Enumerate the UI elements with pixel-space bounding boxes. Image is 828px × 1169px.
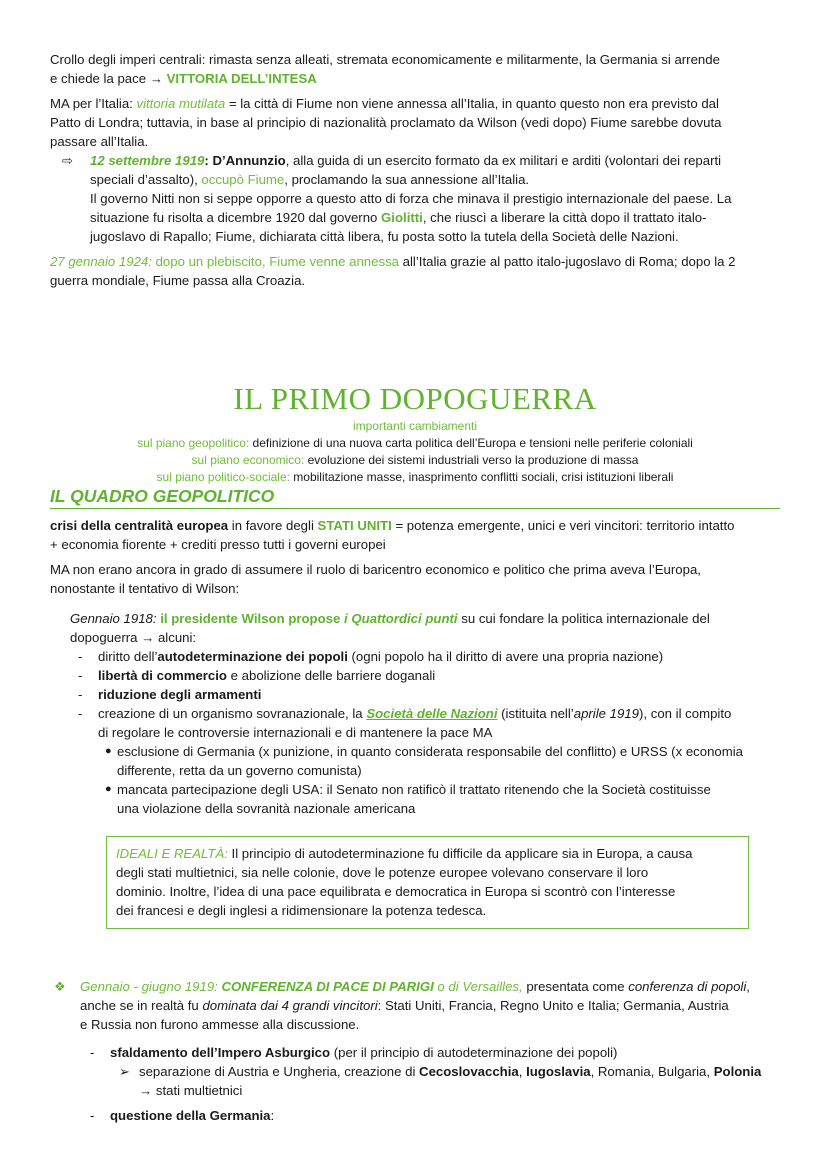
- bullet-marker: ●: [105, 745, 112, 757]
- text: una violazione della sovranità nazionale americana: [117, 801, 416, 816]
- diamond-icon: ❖: [54, 979, 66, 994]
- dash-marker: -: [78, 668, 83, 683]
- bold-term: Polonia: [713, 1064, 762, 1079]
- text: diritto dell’: [98, 649, 158, 664]
- bold-term: autodeterminazione dei popoli: [157, 649, 348, 664]
- highlight: il presidente Wilson propose: [160, 611, 345, 626]
- list-item: [50, 647, 780, 666]
- list-item: [50, 685, 780, 704]
- list-subitem: [50, 1062, 780, 1100]
- subtitle-line: [50, 469, 780, 486]
- text: = la città di Fiume non viene annessa all’Italia, in quanto questo non era previsto dal: [225, 96, 719, 111]
- subtitle-line: [50, 452, 780, 469]
- highlight: i Quattordici punti: [344, 611, 458, 626]
- paragraph-vittoria-mutilata: [50, 94, 780, 151]
- text: all’Italia grazie al patto italo-jugoslavo di Roma; dopo la 2: [399, 254, 736, 269]
- list-item: [50, 1043, 780, 1062]
- date: Gennaio 1918:: [70, 611, 161, 626]
- page-title: IL PRIMO DOPOGUERRA: [233, 381, 597, 416]
- section-heading: IL QUADRO GEOPOLITICO: [50, 486, 780, 509]
- text: ,: [746, 979, 750, 994]
- bold-term: Iugoslavia: [526, 1064, 591, 1079]
- text: mobilitazione masse, inasprimento conflitti sociali, crisi istituzioni liberali: [289, 470, 674, 484]
- text: su cui fondare la politica internazionale del: [457, 611, 710, 626]
- text: dominio. Inoltre, l’idea di una pace equilibrata e democratica in Europa si scontrò con l’interesse: [116, 884, 676, 899]
- text: e abolizione delle barriere doganali: [226, 668, 436, 683]
- text: differente, retta da un governo comunista): [117, 763, 362, 778]
- text: MA per l’Italia:: [50, 96, 137, 111]
- text: , proclamando la sua annessione all’Italia.: [284, 172, 530, 187]
- highlight: STATI UNITI: [317, 518, 392, 533]
- paragraph-parigi: [50, 977, 780, 1034]
- bullet-marker: ●: [105, 783, 112, 795]
- highlight-name: CONFERENZA DI PACE DI PARIGI: [221, 979, 434, 994]
- dash-marker: -: [78, 687, 83, 702]
- highlight-vittoria: VITTORIA DELL’INTESA: [166, 71, 317, 86]
- text: e chiede la pace →: [50, 71, 167, 86]
- text: in favore degli: [228, 518, 318, 533]
- label: sul piano geopolitico:: [137, 436, 250, 450]
- bold-term: Cecoslovacchia: [419, 1064, 519, 1079]
- text: presentata come: [522, 979, 629, 994]
- list-item: [50, 704, 780, 742]
- text: = potenza emergente, unici e veri vincitori: territorio intatto: [391, 518, 735, 533]
- dash-marker: -: [90, 1108, 95, 1123]
- paragraph-ma: [50, 560, 780, 598]
- text: + economia fiorente + crediti presso tutti i governi europei: [50, 537, 386, 552]
- text: evoluzione dei sistemi industriali verso la produzione di massa: [304, 453, 639, 467]
- text: (ogni popolo ha il diritto di avere una propria nazione): [347, 649, 664, 664]
- date: aprile 1919: [573, 706, 639, 721]
- text: Patto di Londra; tuttavia, in base al principio di nazionalità proclamato da Wilson (vedi dopo) Fiume sarebbe dovuta: [50, 115, 722, 130]
- text: jugoslavo di Rapallo; Fiume, dichiarata città libera, fu posta sotto la tutela della Società delle Nazioni.: [90, 229, 679, 244]
- text: (per il principio di autodeterminazione dei popoli): [330, 1045, 618, 1060]
- text: :: [204, 153, 213, 168]
- text: dopoguerra → alcuni:: [70, 630, 197, 645]
- text: nonostante il tentativo di Wilson:: [50, 581, 240, 596]
- text: anche se in realtà fu: [80, 998, 203, 1013]
- highlight-name: Giolitti: [381, 210, 423, 225]
- text: dei francesi e degli inglesi a ridimensionare la potenza tedesca.: [116, 903, 487, 918]
- text: → stati multietnici: [139, 1083, 243, 1098]
- paragraph-annessione: [50, 252, 780, 290]
- document-page: [50, 50, 780, 1125]
- text: ), con il compito: [639, 706, 732, 721]
- ideali-realta-box: [106, 836, 749, 929]
- list-item: [50, 666, 780, 685]
- text: Crollo degli imperi centrali: rimasta senza alleati, stremata economicamente e militarmente, la Germania si arrende: [50, 52, 720, 67]
- highlight-link: Società delle Nazioni: [366, 706, 498, 721]
- box-heading: IDEALI E REALTÀ:: [116, 846, 228, 861]
- bold-term: questione della Germania: [110, 1108, 271, 1123]
- text: , alla guida di un esercito formato da ex militari e arditi (volontari dei reparti: [285, 153, 722, 168]
- text: di regolare le controversie internazionali e di mantenere la pace MA: [98, 725, 493, 740]
- subtitle-heading: importanti cambiamenti: [352, 419, 478, 433]
- paragraph-crollo: [50, 50, 780, 88]
- box-text: [116, 844, 734, 920]
- label: sul piano politico-sociale:: [156, 470, 290, 484]
- dash-marker: -: [90, 1045, 95, 1060]
- label: sul piano economico:: [191, 453, 305, 467]
- paragraph-wilson: [50, 609, 780, 647]
- arrow-icon: ➢: [119, 1064, 131, 1079]
- date: Gennaio - giugno 1919:: [80, 979, 222, 994]
- subtitle-block: [50, 418, 780, 486]
- name: D’Annunzio: [212, 153, 286, 168]
- dash-marker: -: [78, 649, 83, 664]
- highlight: dopo un plebiscito, Fiume venne annessa: [151, 254, 399, 269]
- text: e Russia non furono ammesse alla discussione.: [80, 1017, 360, 1032]
- text: esclusione di Germania (x punizione, in quanto considerata responsabile del conflitto) e URSS (x economia: [117, 744, 744, 759]
- bold-term: crisi della centralità europea: [50, 518, 229, 533]
- text: Il principio di autodeterminazione fu difficile da applicare sia in Europa, a causa: [227, 846, 693, 861]
- dash-marker: -: [78, 706, 83, 721]
- text: Il governo Nitti non si seppe opporre a questo atto di forza che minava il prestigio internazionale del paese. La: [90, 191, 732, 206]
- date: 12 settembre 1919: [90, 153, 205, 168]
- bold-term: riduzione degli armamenti: [98, 687, 262, 702]
- text: separazione di Austria e Ungheria, creazione di: [139, 1064, 420, 1079]
- text: MA non erano ancora in grado di assumere il ruolo di baricentro economico e politico che prima aveva l’Europa,: [50, 562, 701, 577]
- italic-term: conferenza di popoli: [628, 979, 747, 994]
- list-item: [50, 742, 780, 780]
- text: :: [270, 1108, 275, 1123]
- paragraph-dannunzio: [50, 151, 780, 246]
- text: (istituita nell’: [497, 706, 574, 721]
- highlight-term: vittoria mutilata: [136, 96, 226, 111]
- list-item: [50, 1106, 780, 1125]
- highlight: o di Versailles,: [433, 979, 523, 994]
- subtitle-line: [50, 435, 780, 452]
- text: guerra mondiale, Fiume passa alla Croazia.: [50, 273, 306, 288]
- text: speciali d’assalto),: [90, 172, 202, 187]
- bold-term: sfaldamento dell’Impero Asburgico: [110, 1045, 331, 1060]
- date: 27 gennaio 1924:: [50, 254, 152, 269]
- list-item: [50, 780, 780, 818]
- text: mancata partecipazione degli USA: il Senato non ratificò il trattato ritenendo che la Società costituisse: [117, 782, 711, 797]
- arrow-icon: ⇨: [62, 153, 73, 168]
- text: , che riuscì a liberare la città dopo il trattato italo-: [422, 210, 707, 225]
- text: situazione fu risolta a dicembre 1920 dal governo: [90, 210, 382, 225]
- text: definizione di una nuova carta politica dell’Europa e tensioni nelle periferie coloniali: [249, 436, 693, 450]
- italic-term: dominata dai 4 grandi vincitori: [202, 998, 378, 1013]
- text: : Stati Uniti, Francia, Regno Unito e Italia; Germania, Austria: [377, 998, 729, 1013]
- text: ,: [518, 1064, 527, 1079]
- text: passare all’Italia.: [50, 134, 149, 149]
- text: , Romania, Bulgaria,: [590, 1064, 714, 1079]
- text: creazione di un organismo sovranazionale, la: [98, 706, 367, 721]
- paragraph-crisi: [50, 516, 780, 554]
- bold-term: libertà di commercio: [98, 668, 227, 683]
- highlight: occupò Fiume: [201, 172, 285, 187]
- text: degli stati multietnici, sia nelle colonie, dove le potenze europee volevano conservare il loro: [116, 865, 649, 880]
